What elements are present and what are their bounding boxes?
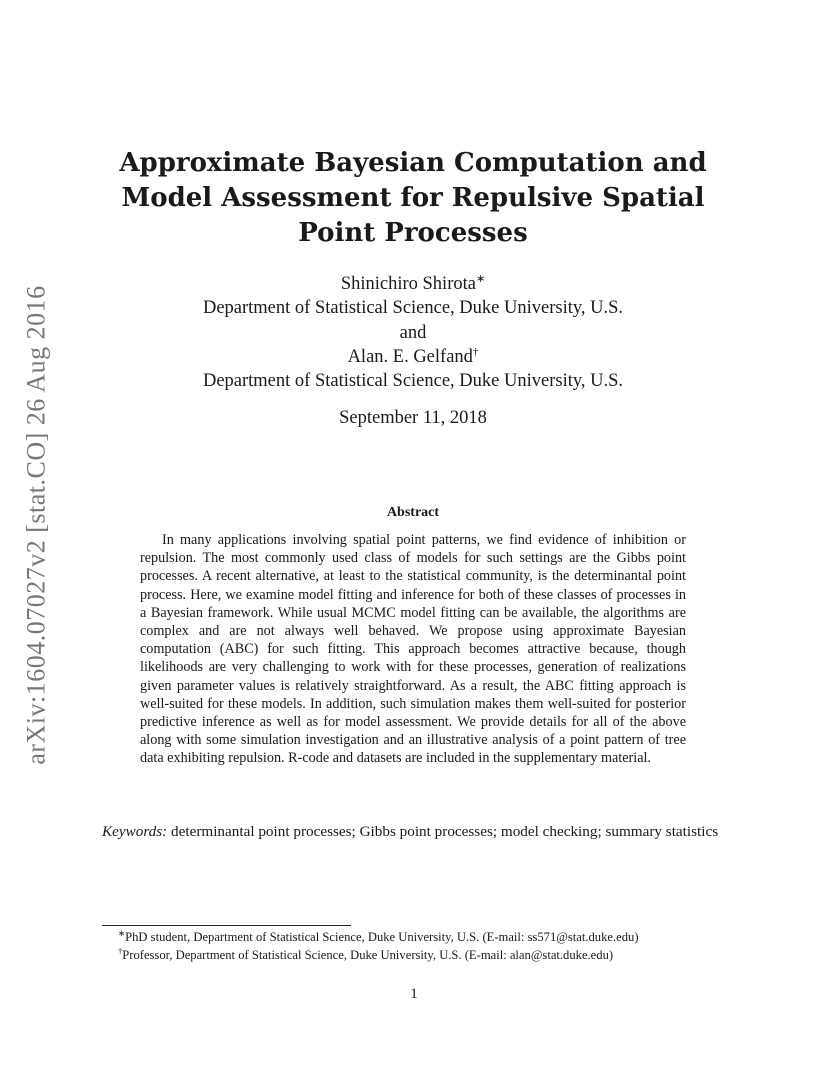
paper-title-line-3: Point Processes — [298, 218, 528, 248]
author-block — [100, 272, 726, 393]
footnotes — [102, 929, 742, 964]
author-2-affiliation: Department of Statistical Science, Duke University, U.S. — [202, 371, 624, 392]
author-2-name: Alan. E. Gelfand — [347, 346, 473, 367]
footnote-2-text: Professor, Department of Statistical Science, Duke University, U.S. (E-mail: alan@stat.duke.edu) — [122, 947, 614, 962]
paper-title-line-1: Approximate Bayesian Computation and — [119, 148, 707, 178]
arxiv-identifier-stamp — [18, 275, 56, 775]
author-conjunction: and — [399, 322, 427, 343]
footnote-author-1 — [102, 929, 742, 947]
page-number: 1 — [410, 986, 418, 1002]
keywords-text: determinantal point processes; Gibbs point processes; model checking; summary statistics — [171, 823, 719, 840]
paper-date: September 11, 2018 — [339, 408, 487, 428]
arxiv-identifier-text: arXiv:1604.07027v2 [stat.CO] 26 Aug 2016 — [22, 285, 51, 765]
keywords-label: Keywords: — [102, 823, 168, 840]
abstract-heading: Abstract — [386, 505, 440, 520]
author-2 — [100, 345, 726, 369]
footnote-1-mark: ∗ — [118, 928, 126, 938]
footnote-2-mark: † — [118, 945, 123, 956]
author-1-name: Shinichiro Shirota — [340, 274, 476, 294]
paper-title — [100, 146, 726, 251]
footnote-author-2 — [102, 947, 742, 965]
footnote-1-text: PhD student, Department of Statistical Science, Duke University, U.S. (E-mail: ss571@stat.duke.edu) — [125, 930, 639, 944]
author-1-footnote-mark: ∗ — [475, 273, 486, 285]
author-1 — [100, 272, 726, 296]
paper-title-line-2: Model Assessment for Repulsive Spatial — [121, 183, 705, 213]
keywords — [102, 822, 724, 842]
footnote-divider — [102, 925, 351, 926]
author-2-footnote-mark: † — [472, 345, 479, 358]
abstract-text: In many applications involving spatial point patterns, we find evidence of inhibition or repulsion. The most commonly used class of models for such settings are the Gibbs point processes. A recent alternative, at least to the statistical community, is the determinantal point process. Here, we examine model fitting and inference for both of these classes of processes in a Bayesian framework. While usual MCMC model fitting can be available, the algorithms are complex and are not always well behaved. We propose using approximate Bayesian computation (ABC) for such fitting. This approach becomes attractive because, though likelihoods are very challenging to work with for these processes, generation of realizations given parameter values is relatively straightforward. As a result, the ABC fitting approach is well-suited for these models. In addition, such simulation makes them well-suited for posterior predictive inference as well as for model assessment. We provide details for all of the above along with some simulation investigation and an illustrative analysis of a point pattern of tree data exhibiting repulsion. R-code and datasets are included in the supplementary material. — [140, 532, 686, 767]
author-1-affiliation: Department of Statistical Science, Duke University, U.S. — [202, 298, 624, 319]
